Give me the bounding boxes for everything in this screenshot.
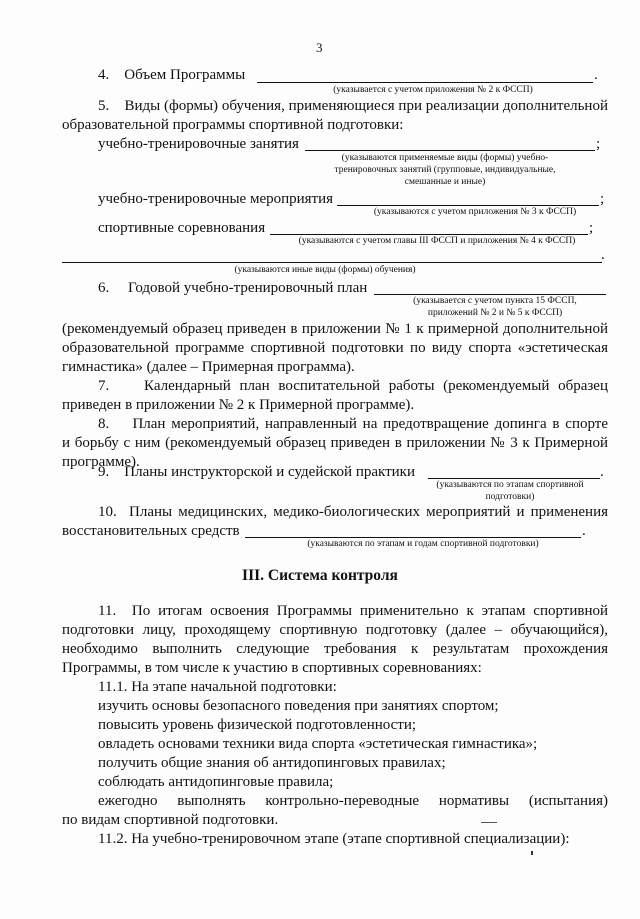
- item-5-other-fill-line: [62, 262, 602, 263]
- item-5-a-label: учебно-тренировочные занятия: [98, 136, 299, 152]
- item-5-c-fill-line: [270, 234, 588, 235]
- item-5-a-hint-3: смешанные и иные): [404, 177, 486, 187]
- item-5-a-hint-2: тренировочных занятий (групповые, индивидуальные,: [334, 165, 556, 175]
- item-5-b-fill-line: [337, 205, 599, 206]
- item-10-fill-line: [245, 537, 581, 538]
- item-6-line-3: гимнастика» (далее – Примерная программа).: [62, 359, 355, 375]
- item-6-label: 6. Годовой учебно-тренировочный план: [98, 280, 368, 296]
- item-10-hint: (указываются по этапам и годам спортивной подготовки): [307, 539, 539, 549]
- item-11-2-heading: 11.2. На учебно-тренировочном этапе (этапе спортивной специализации):: [98, 831, 570, 847]
- item-10-line-1: 10. Планы медицинских, медико-биологических мероприятий и применения: [98, 504, 608, 520]
- item-9-hint-1: (указываются по этапам спортивной: [436, 480, 584, 490]
- item-11-1-bullet-6-line-2: по видам спортивной подготовки.: [62, 812, 279, 828]
- item-9-fill-line: [428, 478, 600, 479]
- item-10-period: .: [582, 523, 586, 539]
- item-4-period: .: [594, 67, 598, 83]
- scan-speck: [531, 851, 533, 855]
- item-5-a-fill-line: [305, 150, 595, 151]
- item-11-1-bullet-1: изучить основы безопасного поведения при занятиях спортом;: [98, 698, 499, 714]
- item-5-c-semicolon: ;: [589, 220, 594, 236]
- item-6-line-2: образовательной программе спортивной подготовки по виду спорта «эстетическая: [62, 340, 608, 356]
- item-8-line-2: и борьбу с ним (рекомендуемый образец приведен в приложении № 3 к Примерной: [62, 435, 608, 451]
- item-11-1-heading: 11.1. На этапе начальной подготовки:: [98, 679, 337, 695]
- item-4-fill-line: [257, 82, 593, 83]
- item-5-b-label: учебно-тренировочные мероприятия: [98, 191, 334, 207]
- item-11-line-2: подготовки лицу, проходящему спортивную подготовку (далее – обучающийся),: [62, 622, 608, 638]
- item-8-line-3: программе).: [62, 454, 140, 470]
- item-5-b-semicolon: ;: [600, 191, 605, 207]
- page-number: 3: [316, 40, 323, 55]
- item-5-c-label: спортивные соревнования: [98, 220, 266, 236]
- item-9-period: .: [600, 464, 604, 480]
- item-6-hint-2: приложений № 2 и № 5 к ФССП): [427, 308, 563, 318]
- item-11-1-bullet-6-line-1: ежегодно выполнять контрольно-переводные нормативы (испытания): [98, 793, 608, 809]
- item-8-line-1: 8. План мероприятий, направленный на предотвращение допинга в спорте: [98, 416, 608, 432]
- item-6-hint-1: (указывается с учетом пункта 15 ФССП,: [413, 296, 577, 306]
- item-4-hint: (указывается с учетом приложения № 2 к ФССП): [333, 85, 533, 95]
- item-9-label: 9. Планы инструкторской и судейской практики: [98, 464, 415, 480]
- item-5-line-2: образовательной программы спортивной подготовки:: [62, 117, 404, 133]
- item-5-b-hint: (указываются с учетом приложения № 3 к ФССП): [373, 207, 577, 217]
- item-7-line-2: приведен в приложении № 2 к Примерной программе).: [62, 397, 415, 413]
- item-11-line-1: 11. По итогам освоения Программы применительно к этапам спортивной: [98, 603, 608, 619]
- item-5-line-1: 5. Виды (формы) обучения, применяющиеся при реализации дополнительной: [98, 98, 608, 114]
- item-5-other-period: .: [601, 247, 605, 263]
- item-11-1-bullet-5: соблюдать антидопинговые правила;: [98, 774, 334, 790]
- item-9-hint-2: подготовки): [485, 492, 535, 502]
- item-11-line-3: необходимо выполнить следующие требования к результатам прохождения: [62, 641, 608, 657]
- item-11-1-bullet-3: овладеть основами техники вида спорта «эстетическая гимнастика»;: [98, 736, 538, 752]
- item-11-1-bullet-4: получить общие знания об антидопинговых правилах;: [98, 755, 446, 771]
- scan-speck: [481, 822, 497, 823]
- item-11-line-4: Программы, в том числе к участию в спортивных соревнованиях:: [62, 660, 482, 676]
- item-5-a-hint-1: (указываются применяемые виды (формы) учебно-: [341, 153, 549, 163]
- item-11-1-bullet-2: повысить уровень физической подготовленности;: [98, 717, 417, 733]
- item-5-a-semicolon: ;: [596, 136, 601, 152]
- item-6-fill-line: [374, 294, 606, 295]
- item-6-line-1: (рекомендуемый образец приведен в приложении № 1 к примерной дополнительной: [62, 321, 608, 337]
- section-title: III. Система контроля: [242, 567, 398, 584]
- item-5-c-hint: (указываются с учетом главы III ФССП и приложения № 4 к ФССП): [298, 236, 576, 246]
- item-10-line-2: восстановительных средств: [62, 523, 240, 539]
- item-5-other-hint: (указываются иные виды (формы) обучения): [234, 265, 416, 275]
- item-4-label: 4. Объем Программы: [98, 67, 246, 83]
- item-7-line-1: 7. Календарный план воспитательной работы (рекомендуемый образец: [98, 378, 608, 394]
